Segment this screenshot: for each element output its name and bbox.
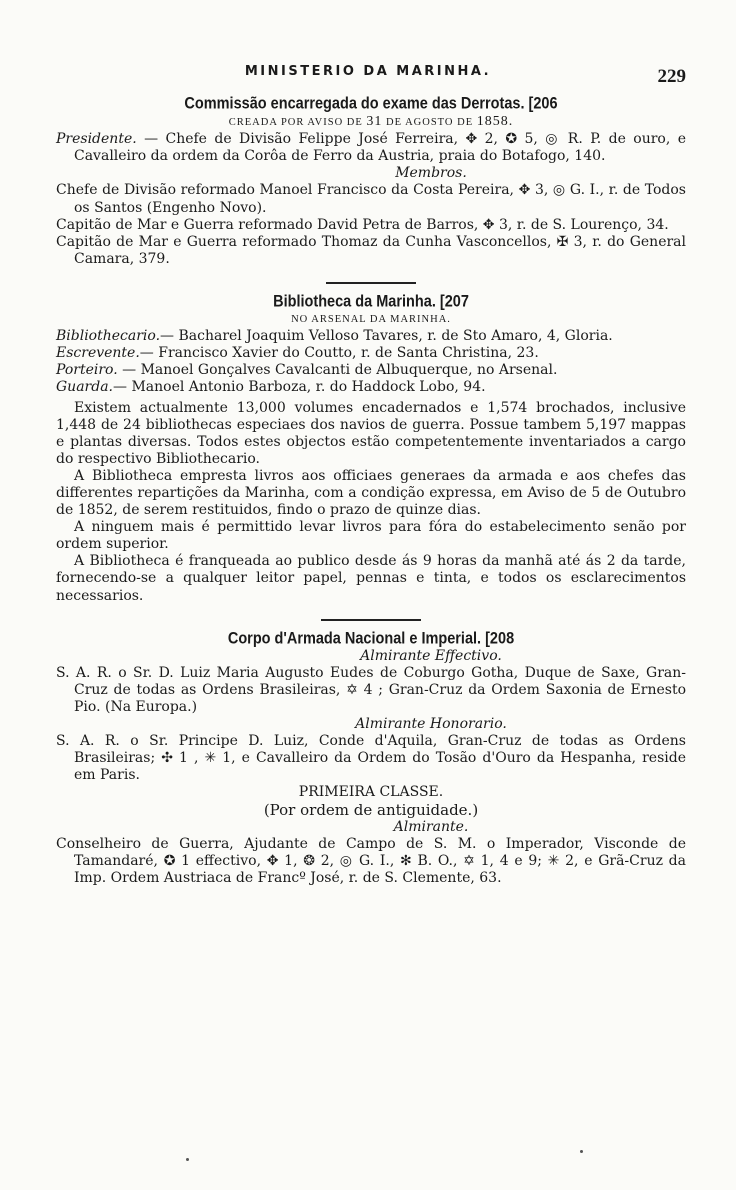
almirante-effectivo-entry: S. A. R. o Sr. D. Luiz Maria Augusto Eudes de Coburgo Gotha, Duque de Saxe, Gran-Cruz de todas as Ordens Brasileiras, ✡ 4 ; Gran-Cruz da Ordem Saxonia de Ernesto Pio. (Na Europa.) <box>56 664 686 715</box>
body-paragraph: A ninguem mais é permittido levar livros para fóra do estabelecimento senão por ordem superior. <box>56 519 686 553</box>
staff-entry <box>56 379 686 396</box>
member-entry: Chefe de Divisão reformado Manoel Francisco da Costa Pereira, ✥ 3, ◎ G. I., r. de Todos os Santos (Engenho Novo). <box>56 182 686 216</box>
staff-label: Bibliothecario. <box>56 328 161 345</box>
section-subheading-207: NO ARSENAL DA MARINHA. <box>291 314 451 326</box>
section-heading-206: Commissão encarregada do exame das Derrotas. [206 <box>184 94 558 113</box>
running-head <box>0 64 736 88</box>
page-body <box>56 96 686 887</box>
membros-label: Membros. <box>395 165 467 182</box>
sub-year: 1858. <box>476 114 514 130</box>
page-number: 229 <box>657 66 686 87</box>
staff-label: Escrevente. <box>56 345 140 362</box>
sub-pre: CREADA POR AVISO DE <box>228 117 363 129</box>
staff-entry <box>56 328 686 345</box>
section-subheading-206 <box>56 113 686 131</box>
staff-entry <box>56 345 686 362</box>
section-heading-208: Corpo d'Armada Nacional e Imperial. [208 <box>227 629 515 648</box>
body-paragraph: A Bibliotheca é franqueada ao publico desde ás 9 horas da manhã até ás 2 da tarde, fornecendo-se a qualquer leitor papel, pennas e tinta, e todos os esclarecimentos necessarios. <box>56 553 686 604</box>
sub-mid: DE AGOSTO DE <box>386 117 474 129</box>
member-entry: Capitão de Mar e Guerra reformado Thomaz da Cunha Vasconcellos, ✠ 3, r. do General Camara, 379. <box>56 233 686 267</box>
staff-text: — Manoel Gonçalves Cavalcanti de Albuquerque, no Arsenal. <box>117 362 558 379</box>
presidente-label: Presidente. <box>56 131 137 148</box>
presidente-text: — Chefe de Divisão Felippe José Ferreira, ✥ 2, ✪ 5, ◎ R. P. de ouro, e Cavalleiro da ordem da Corôa de Ferro da Austria, praia do Botafogo, 140. <box>74 131 686 165</box>
section-divider <box>321 619 421 621</box>
running-head-title: MINISTERIO DA MARINHA. <box>244 64 492 79</box>
almirante-honorario-label: Almirante Honorario. <box>355 716 507 733</box>
sub-day: 31 <box>366 114 383 130</box>
almirante-effectivo-label: Almirante Effectivo. <box>360 647 502 664</box>
staff-text: — Manoel Antonio Barboza, r. do Haddock Lobo, 94. <box>113 379 486 396</box>
staff-label: Guarda. <box>56 379 113 396</box>
staff-label: Porteiro. <box>56 362 118 379</box>
section-heading-207: Bibliotheca da Marinha. [207 <box>273 292 469 311</box>
almirante-label: Almirante. <box>393 818 469 835</box>
staff-text: — Bacharel Joaquim Velloso Tavares, r. de Sto Amaro, 4, Gloria. <box>160 328 613 345</box>
ink-speck <box>580 1150 583 1153</box>
ink-speck <box>186 1158 189 1161</box>
almirante-honorario-entry: S. A. R. o Sr. Principe D. Luiz, Conde d'Aquila, Gran-Cruz de todas as Ordens Brasileiras; ✣ 1 , ✳ 1, e Cavalleiro da Ordem do Tosão d'Ouro da Hespanha, reside em Paris. <box>56 733 686 784</box>
primeira-classe-heading: PRIMEIRA CLASSE. <box>298 784 444 801</box>
body-paragraph: Existem actualmente 13,000 volumes encadernados e 1,574 brochados, inclusive 1,448 de 24 bibliothecas especiaes dos navios de guerra. Possue tambem 5,197 mappas e plantas diversas. Todos estes objectos estão competentemente inventariados a cargo do respectivo Bibliothecario. <box>56 399 686 467</box>
por-ordem-note: (Por ordem de antiguidade.) <box>263 800 479 819</box>
almirante-entry: Conselheiro de Guerra, Ajudante de Campo de S. M. o Imperador, Visconde de Tamandaré, ✪ 1 effectivo, ✥ 1, ❂ 2, ◎ G. I., ✻ B. O., ✡ 1, 4 e 9; ✳ 2, e Grã-Cruz da Imp. Ordem Austriaca de Francº José, r. de S. Clemente, 63. <box>56 835 686 886</box>
body-paragraph: A Bibliotheca empresta livros aos officiaes generaes da armada e aos chefes das differentes repartições da Marinha, com a condição expressa, em Aviso de 5 de Outubro de 1852, de serem restituidos, findo o prazo de quinze dias. <box>56 467 686 519</box>
staff-text: — Francisco Xavier do Coutto, r. de Santa Christina, 23. <box>139 345 539 362</box>
member-entry: Capitão de Mar e Guerra reformado David Petra de Barros, ✥ 3, r. de S. Lourenço, 34. <box>56 216 669 233</box>
presidente-entry <box>56 131 686 165</box>
staff-entry <box>56 362 686 379</box>
section-divider <box>326 282 416 284</box>
